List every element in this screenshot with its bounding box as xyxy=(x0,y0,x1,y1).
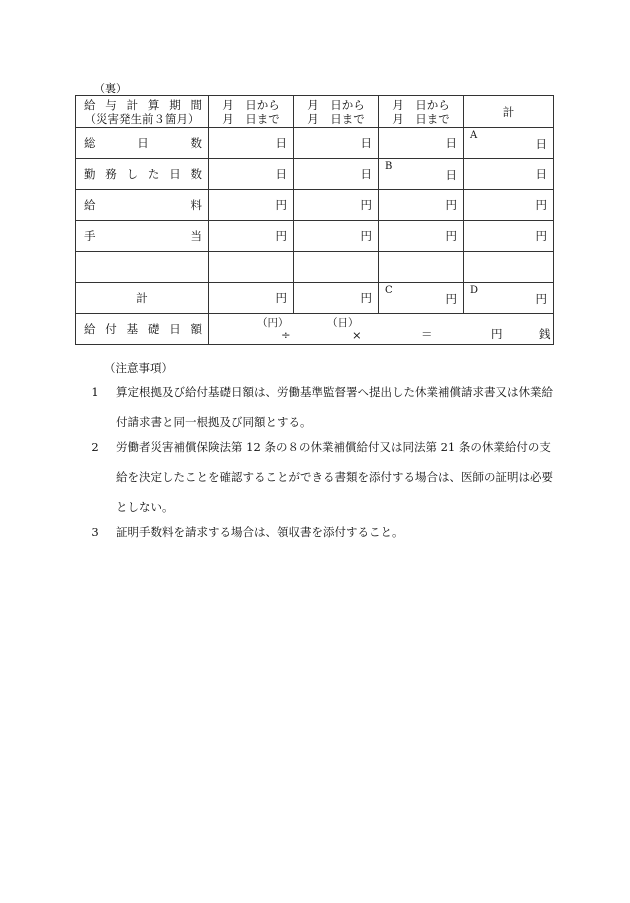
value-cell xyxy=(209,159,294,190)
note-number: 1 xyxy=(91,385,99,399)
row-label-cell xyxy=(76,190,209,221)
row-label-cell xyxy=(76,128,209,159)
unit-label: 日 xyxy=(535,137,547,151)
unit-label: 円 xyxy=(360,291,372,305)
yen-unit: 円 xyxy=(491,327,503,341)
total-cell-2 xyxy=(294,283,379,314)
row-label-char: し xyxy=(126,167,139,181)
value-cell xyxy=(464,221,554,252)
period-header-char: 与 xyxy=(105,97,117,112)
total-cell-1 xyxy=(209,283,294,314)
value-cell xyxy=(209,128,294,159)
daily-base-amount-char: 礎 xyxy=(147,322,160,336)
value-cell xyxy=(379,190,464,221)
daily-base-amount-char: 日 xyxy=(169,322,181,336)
value-cell xyxy=(464,190,554,221)
value-cell xyxy=(294,159,379,190)
unit-label: 日 xyxy=(360,167,372,181)
row-label-char: 務 xyxy=(105,167,117,181)
daily-base-amount-label xyxy=(76,321,208,337)
row-label-char: 日 xyxy=(169,167,181,181)
unit-label: 円 xyxy=(275,229,287,243)
row-label-char: 手 xyxy=(84,229,96,243)
unit-label: 円 xyxy=(275,291,287,305)
divide-sign: ÷ xyxy=(281,328,291,342)
unit-label: 日 xyxy=(445,168,457,182)
total-row-label xyxy=(76,283,209,314)
period-header-char: 算 xyxy=(147,97,160,112)
total-header-cell xyxy=(464,96,554,128)
row-label-char: 料 xyxy=(190,198,202,212)
period-header-line1 xyxy=(76,98,208,112)
value-cell xyxy=(209,190,294,221)
unit-label: 日 xyxy=(445,136,457,150)
unit-label: 円 xyxy=(360,198,372,212)
period-header-cell xyxy=(76,96,209,128)
total-row-label-text: 計 xyxy=(136,291,148,305)
daily-base-amount-row xyxy=(76,314,554,345)
mark-a: A xyxy=(470,130,478,141)
row-label-char: 数 xyxy=(190,136,202,150)
row-label-cell xyxy=(76,252,209,283)
row-label-char: 日 xyxy=(137,136,149,150)
page-side-label: （裏） xyxy=(94,82,127,95)
period-header-line2: （災害発生前３箇月） xyxy=(84,111,200,126)
period-from: 月 日から xyxy=(307,97,365,112)
value-cell xyxy=(294,190,379,221)
mark-b: B xyxy=(385,161,393,172)
note-text: 算定根拠及び給付基礎日額は、労働基準監督署へ提出した休業補償請求書又は休業給付請求書と同一根拠及び同額とする。 xyxy=(116,385,553,429)
row-label-char: た xyxy=(147,167,160,181)
multiply-sign: × xyxy=(352,328,362,342)
row-label-cell xyxy=(76,159,209,190)
period-to: 月 日まで xyxy=(392,111,450,126)
period-header-char: 間 xyxy=(190,97,202,112)
unit-label: 円 xyxy=(275,198,287,212)
equals-sign: ＝ xyxy=(421,327,433,341)
daily-base-amount-char: 基 xyxy=(126,322,139,336)
value-cell xyxy=(379,128,464,159)
table-row xyxy=(76,159,554,190)
period-to: 月 日まで xyxy=(307,111,365,126)
unit-label: 円 xyxy=(445,229,457,243)
notes-title: （注意事項） xyxy=(104,361,173,375)
row-label-char: 数 xyxy=(190,167,202,181)
period-cell-1 xyxy=(209,96,294,128)
note-text: 証明手数料を請求する場合は、領収書を添付すること。 xyxy=(116,525,404,539)
row-label-char: 勤 xyxy=(84,167,96,181)
table-row xyxy=(76,221,554,252)
value-cell xyxy=(379,159,464,190)
value-cell xyxy=(294,128,379,159)
unit-label: 円 xyxy=(535,292,547,306)
value-cell xyxy=(209,252,294,283)
daily-base-amount-label-cell xyxy=(76,314,209,345)
formula-yen-unit: （円） xyxy=(257,317,289,329)
row-label xyxy=(76,166,208,182)
value-cell xyxy=(464,128,554,159)
row-label xyxy=(76,197,208,213)
total-header: 計 xyxy=(502,104,515,119)
value-cell xyxy=(294,252,379,283)
value-cell xyxy=(464,252,554,283)
total-cell-4 xyxy=(464,283,554,314)
unit-label: 日 xyxy=(275,167,287,181)
unit-label: 日 xyxy=(275,136,287,150)
period-from: 月 日から xyxy=(222,97,280,112)
unit-label: 日 xyxy=(535,167,547,181)
unit-label: 円 xyxy=(360,229,372,243)
mark-c: C xyxy=(385,285,393,296)
table-row xyxy=(76,190,554,221)
formula-day-unit: （日） xyxy=(327,317,359,329)
formula xyxy=(209,314,553,344)
note-item xyxy=(88,377,554,437)
value-cell xyxy=(209,221,294,252)
daily-base-amount-char: 給 xyxy=(84,322,96,336)
sen-unit: 銭 xyxy=(539,327,551,341)
period-cell-3 xyxy=(379,96,464,128)
period-header-char: 給 xyxy=(84,97,96,112)
row-label-cell xyxy=(76,221,209,252)
row-label-char: 給 xyxy=(84,198,96,212)
period-header-char: 計 xyxy=(126,97,139,112)
note-text: 労働者災害補償保険法第 12 条の８の休業補償給付又は同法第 21 条の休業給付の支給を決定したことを確認することができる書類を添付する場合は、医師の証明は必要としない。 xyxy=(116,440,553,514)
daily-base-amount-char: 額 xyxy=(190,322,202,336)
value-cell xyxy=(464,159,554,190)
daily-base-amount-char: 付 xyxy=(105,322,117,336)
note-item xyxy=(88,432,554,522)
period-from: 月 日から xyxy=(392,97,450,112)
period-to: 月 日まで xyxy=(222,111,280,126)
period-cell-2 xyxy=(294,96,379,128)
row-label-char: 当 xyxy=(190,229,202,243)
row-label-char: 総 xyxy=(84,136,96,150)
unit-label: 円 xyxy=(445,292,457,306)
value-cell xyxy=(294,221,379,252)
note-number: 2 xyxy=(91,440,99,454)
unit-label: 円 xyxy=(535,198,547,212)
unit-label: 円 xyxy=(445,198,457,212)
table-row xyxy=(76,128,554,159)
value-cell xyxy=(379,221,464,252)
total-cell-3 xyxy=(379,283,464,314)
header-row xyxy=(76,96,554,128)
total-row xyxy=(76,283,554,314)
row-label xyxy=(76,135,208,151)
unit-label: 円 xyxy=(535,229,547,243)
period-header-char: 期 xyxy=(169,97,181,112)
unit-label: 日 xyxy=(360,136,372,150)
formula-cell xyxy=(209,314,554,345)
wage-calculation-table xyxy=(75,95,554,345)
note-number: 3 xyxy=(91,525,99,539)
row-label xyxy=(76,228,208,244)
value-cell xyxy=(379,252,464,283)
mark-d: D xyxy=(470,285,479,296)
table-row xyxy=(76,252,554,283)
note-item xyxy=(88,517,554,547)
